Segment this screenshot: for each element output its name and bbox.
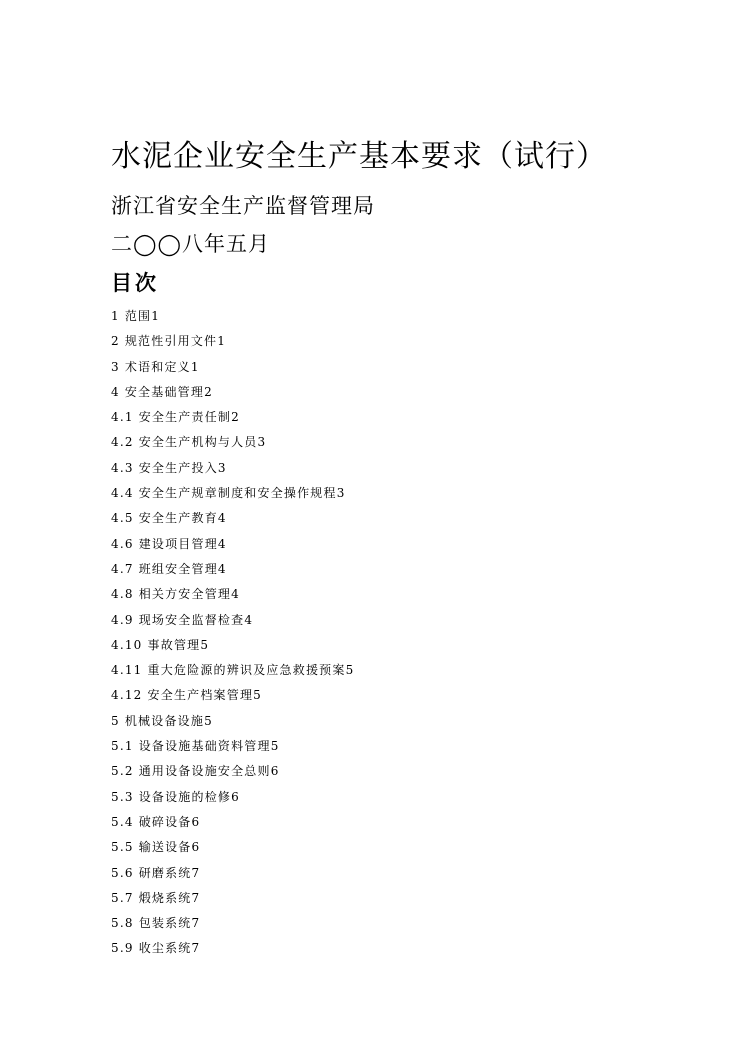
toc-entry-page: 6 bbox=[191, 840, 201, 855]
toc-entry-number: 5.4 bbox=[111, 814, 134, 829]
toc-entry-number: 5.8 bbox=[111, 916, 134, 931]
toc-entry-number: 5.1 bbox=[111, 739, 134, 754]
toc-entry-page: 1 bbox=[190, 359, 200, 374]
toc-entry[interactable] bbox=[111, 405, 354, 430]
toc-entry-number: 4.12 bbox=[111, 688, 143, 703]
toc-entry-number: 4 bbox=[111, 384, 120, 399]
toc-entry-number: 2 bbox=[111, 334, 120, 349]
toc-entry[interactable] bbox=[111, 911, 354, 936]
toc-entry-page: 5 bbox=[253, 688, 262, 703]
toc-entry-page: 7 bbox=[191, 865, 201, 880]
toc-entry-page: 6 bbox=[270, 764, 280, 779]
toc-entry-page: 7 bbox=[191, 941, 201, 956]
toc-entry-title: 研磨系统 bbox=[138, 865, 192, 880]
toc-entry-number: 4.3 bbox=[111, 460, 134, 475]
toc-entry-title: 安全基础管理 bbox=[124, 384, 205, 399]
toc-entry-number: 5.6 bbox=[111, 865, 134, 880]
toc-entry-title: 煅烧系统 bbox=[138, 890, 192, 905]
toc-entry-number: 4.1 bbox=[111, 410, 134, 425]
toc-entry-page: 4 bbox=[217, 561, 227, 576]
toc-entry-title: 安全生产投入 bbox=[138, 460, 218, 475]
toc-entry-page: 1 bbox=[217, 334, 227, 349]
toc-entry-title: 安全生产档案管理 bbox=[147, 688, 254, 703]
toc-entry[interactable] bbox=[111, 861, 354, 886]
toc-entry[interactable] bbox=[111, 785, 354, 810]
toc-entry-title: 现场安全监督检查 bbox=[138, 612, 245, 627]
toc-entry-title: 机械设备设施 bbox=[124, 713, 205, 728]
toc-entry-title: 规范性引用文件 bbox=[124, 334, 218, 349]
toc-entry[interactable] bbox=[111, 532, 354, 557]
toc-entry-page: 6 bbox=[231, 789, 240, 804]
toc-entry-page: 6 bbox=[191, 814, 201, 829]
toc-entry-number: 5.9 bbox=[111, 941, 134, 956]
toc-entry[interactable] bbox=[111, 608, 354, 633]
toc-entry-title: 安全生产机构与人员 bbox=[138, 435, 258, 450]
toc-entry-number: 5.5 bbox=[111, 840, 134, 855]
toc-entry[interactable] bbox=[111, 304, 354, 329]
toc-entry-number: 4.10 bbox=[111, 637, 143, 652]
toc-entry-number: 5 bbox=[111, 713, 120, 728]
toc-entry-number: 4.11 bbox=[111, 663, 143, 678]
table-of-contents bbox=[111, 304, 354, 962]
toc-entry-title: 破碎设备 bbox=[138, 814, 192, 829]
toc-entry[interactable] bbox=[111, 633, 354, 658]
toc-entry-number: 4.6 bbox=[111, 536, 134, 551]
toc-entry[interactable] bbox=[111, 481, 354, 506]
toc-entry[interactable] bbox=[111, 734, 354, 759]
toc-entry-title: 术语和定义 bbox=[124, 359, 191, 374]
toc-entry[interactable] bbox=[111, 430, 354, 455]
toc-entry-title: 范围 bbox=[124, 309, 152, 323]
toc-entry-title: 设备设施基础资料管理 bbox=[138, 739, 271, 754]
document-issuer: 浙江省安全生产监督管理局 bbox=[111, 194, 375, 218]
toc-entry-page: 2 bbox=[231, 410, 240, 425]
toc-entry-number: 4.2 bbox=[111, 435, 134, 450]
toc-entry-number: 4.4 bbox=[111, 486, 134, 501]
toc-entry-number: 3 bbox=[111, 359, 120, 374]
toc-entry-title: 安全生产规章制度和安全操作规程 bbox=[138, 486, 337, 501]
toc-entry[interactable] bbox=[111, 456, 354, 481]
toc-entry-page: 4 bbox=[217, 536, 227, 551]
toc-entry-number: 4.7 bbox=[111, 561, 134, 576]
toc-entry-number: 1 bbox=[111, 309, 120, 323]
toc-entry-page: 4 bbox=[244, 612, 254, 627]
toc-entry-title: 设备设施的检修 bbox=[138, 789, 232, 804]
toc-entry-page: 5 bbox=[200, 637, 210, 652]
toc-entry-title: 班组安全管理 bbox=[138, 561, 218, 576]
toc-entry-number: 4.5 bbox=[111, 511, 134, 526]
toc-entry-title: 收尘系统 bbox=[138, 941, 192, 956]
toc-entry-page: 4 bbox=[217, 511, 227, 526]
toc-entry-page: 2 bbox=[204, 384, 213, 399]
toc-entry[interactable] bbox=[111, 557, 354, 582]
toc-entry[interactable] bbox=[111, 355, 354, 380]
toc-entry[interactable] bbox=[111, 582, 354, 607]
toc-heading: 目次 bbox=[111, 270, 159, 295]
toc-entry-page: 4 bbox=[231, 587, 240, 602]
toc-entry-number: 5.7 bbox=[111, 890, 134, 905]
toc-entry-page: 3 bbox=[336, 486, 346, 501]
toc-entry[interactable] bbox=[111, 506, 354, 531]
toc-entry[interactable] bbox=[111, 810, 354, 835]
toc-entry[interactable] bbox=[111, 886, 354, 911]
toc-entry-number: 5.2 bbox=[111, 764, 134, 779]
toc-entry-page: 7 bbox=[191, 916, 201, 931]
toc-entry-page: 3 bbox=[217, 460, 227, 475]
toc-entry-title: 安全生产责任制 bbox=[138, 410, 232, 425]
document-date: 二◯◯八年五月 bbox=[111, 232, 271, 256]
toc-entry[interactable] bbox=[111, 380, 354, 405]
toc-entry-title: 事故管理 bbox=[147, 637, 201, 652]
toc-entry-page: 5 bbox=[345, 663, 355, 678]
toc-entry-title: 相关方安全管理 bbox=[138, 587, 232, 602]
toc-entry-number: 4.8 bbox=[111, 587, 134, 602]
toc-entry-title: 通用设备设施安全总则 bbox=[138, 764, 271, 779]
toc-entry-page: 1 bbox=[151, 309, 161, 323]
toc-entry-page: 5 bbox=[270, 739, 280, 754]
toc-entry-page: 7 bbox=[191, 890, 201, 905]
toc-entry-page: 5 bbox=[204, 713, 213, 728]
toc-entry-number: 4.9 bbox=[111, 612, 134, 627]
toc-entry[interactable] bbox=[111, 658, 354, 683]
toc-entry-page: 3 bbox=[257, 435, 267, 450]
toc-entry-title: 重大危险源的辨识及应急救援预案 bbox=[147, 663, 346, 678]
toc-entry[interactable] bbox=[111, 759, 354, 784]
toc-entry[interactable] bbox=[111, 329, 354, 354]
toc-entry-title: 输送设备 bbox=[138, 840, 192, 855]
toc-entry[interactable] bbox=[111, 709, 354, 734]
toc-entry-title: 安全生产教育 bbox=[138, 511, 218, 526]
toc-entry[interactable] bbox=[111, 936, 354, 961]
toc-entry-title: 包装系统 bbox=[138, 916, 192, 931]
toc-entry[interactable] bbox=[111, 835, 354, 860]
document-title: 水泥企业安全生产基本要求（试行） bbox=[111, 139, 607, 174]
toc-entry-number: 5.3 bbox=[111, 789, 134, 804]
toc-entry[interactable] bbox=[111, 683, 354, 708]
toc-entry-title: 建设项目管理 bbox=[138, 536, 218, 551]
